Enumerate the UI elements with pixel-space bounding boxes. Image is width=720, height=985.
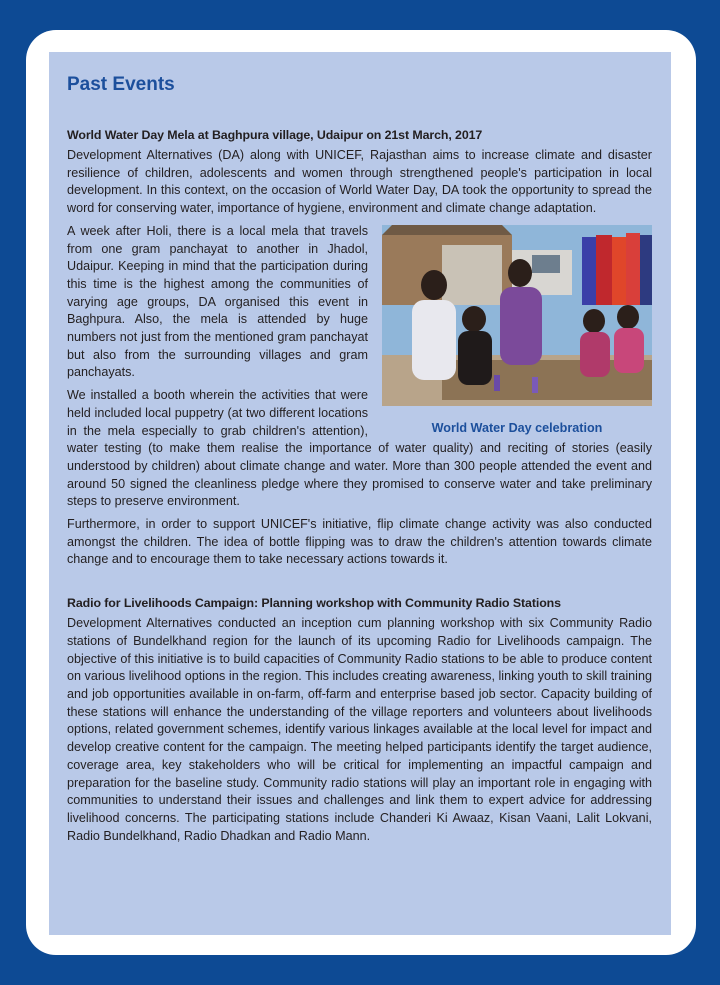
section-heading: Radio for Livelihoods Campaign: Planning workshop with Community Radio Stations (67, 596, 561, 611)
section-radio-livelihoods (67, 595, 652, 845)
section-divider (67, 574, 652, 595)
content-panel (49, 52, 671, 935)
page-title: Past Events (67, 74, 175, 95)
section-world-water-day (67, 127, 652, 569)
section-heading: World Water Day Mela at Baghpura village, Udaipur on 21st March, 2017 (67, 128, 483, 142)
paragraph: A week after Holi, there is a local mela that travels from one gram panchayat to another in Jhadol, Udaipur. Keeping in mind that the participation during this time is the highest among the communities of varying age groups, DA organised this event in Baghpura. Also, the mela is attended by huge numbers not just from the mentioned gram panchayat but also from the surrounding villages and gram panchayats. (67, 223, 368, 380)
photo-figure (382, 225, 652, 436)
event-photo (382, 225, 652, 406)
paragraph: Furthermore, in order to support UNICEF's initiative, flip climate change activity was also conducted amongst the children. The idea of bottle flipping was to draw the children's attention towards climate change and to encourage them to take necessary actions towards it. (67, 517, 652, 567)
paragraph: Development Alternatives conducted an inception cum planning workshop with six Community Radio stations of Bundelkhand region for the launch of its upcoming Radio for Livelihoods campaign. The objective of this initiative is to build capacities of Community Radio stations to be able to produce content on various livelihood options in the region. This includes creating awareness, linking youth to skill training and job opportunities available in on-farm, off-farm and enterprise based job sector. Capacity building of these stations will enhance the understanding of the village reporters and volunteers about livelihoods options, related government schemes, identify various linkages available at the local level for impact and develop creative content for the campaign. The meeting helped participants identify the target audience, coverage area, key stakeholders who will be critical for implementing an impactful campaign and preparation for the baseline study. Community radio stations will play an important role in engaging with communities to understand their issues and challenges and link them to expert advice for addressing livelihood concerns. The participating stations include Chanderi Ki Awaaz, Kisan Vaani, Lalit Lokvani, Radio Bundelkhand, Radio Dhadkan and Radio Mann. (67, 616, 652, 843)
paragraph: Development Alternatives (DA) along with UNICEF, Rajasthan aims to increase climate and disaster resilience of children, adolescents and women through strengthened people's participation in local development. In this context, on the occasion of World Water Day, DA took the opportunity to spread the word for conserving water, importance of hygiene, environment and climate change adaptation. (67, 148, 652, 216)
paragraph: We installed a booth wherein the activities that were held included local puppetry (at two different locations in the mela especially to grab children's attention), water testing (to make them realise the importance of water quality) and reciting of stories (easily understood by children) about climate change and water. More than 300 people attended the event and around 50 signed the cleanliness pledge where they promised to conserve water and take preliminary steps to preserve environment. (67, 388, 652, 509)
photo-caption: World Water Day celebration (431, 420, 603, 435)
